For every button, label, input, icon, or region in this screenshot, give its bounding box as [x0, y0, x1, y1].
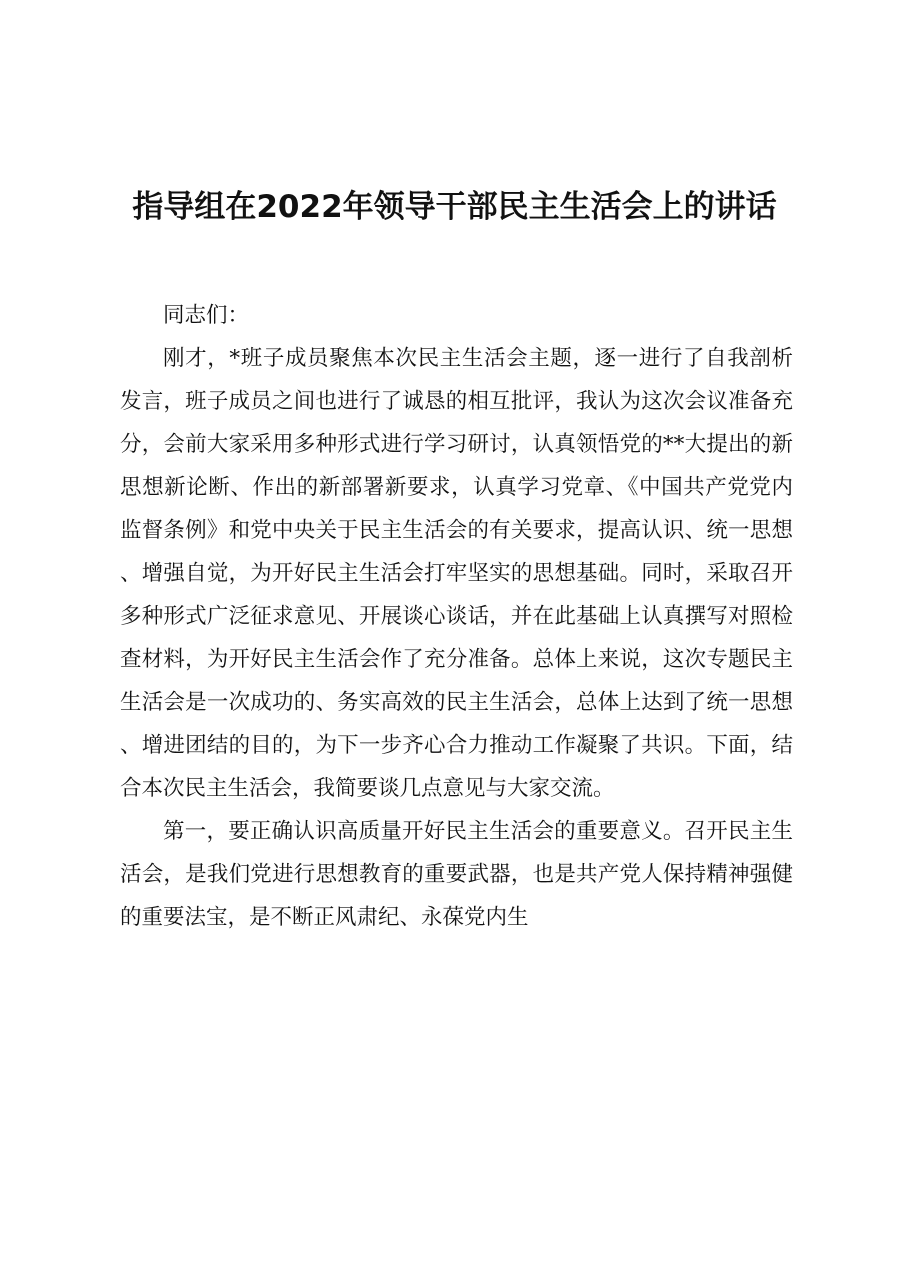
paragraph-2: 第一，要正确认识高质量开好民主生活会的重要意义。召开民主生活会，是我们党进行思想教育的重要武器，也是共产党人保持精神强健的重要法宝，是不断正风肃纪、永葆党内生 [120, 819, 793, 930]
document-title: 指导组在2022年领导干部民主生活会上的讲话 [132, 188, 777, 225]
salutation: 同志们： [163, 303, 250, 328]
document-body [120, 294, 793, 939]
paragraph-1: 刚才，*班子成员聚焦本次民主生活会主题，逐一进行了自我剖析发言，班子成员之间也进行了诚恳的相互批评，我认为这次会议准备充分，会前大家采用多种形式进行学习研讨，认真领悟党的**大提出的新思想新论断、作出的新部署新要求，认真学习党章、《中国共产党党内监督条例》和党中央关于民主生活会的有关要求，提高认识、统一思想、增强自觉，为开好民主生活会打牢坚实的思想基础。同时，采取召开多种形式广泛征求意见、开展谈心谈话，并在此基础上认真撰写对照检查材料，为开好民主生活会作了充分准备。总体上来说，这次专题民主生活会是一次成功的、务实高效的民主生活会，总体上达到了统一思想、增进团结的目的，为下一步齐心合力推动工作凝聚了共识。下面，结合本次民主生活会，我简要谈几点意见与大家交流。 [120, 346, 793, 801]
